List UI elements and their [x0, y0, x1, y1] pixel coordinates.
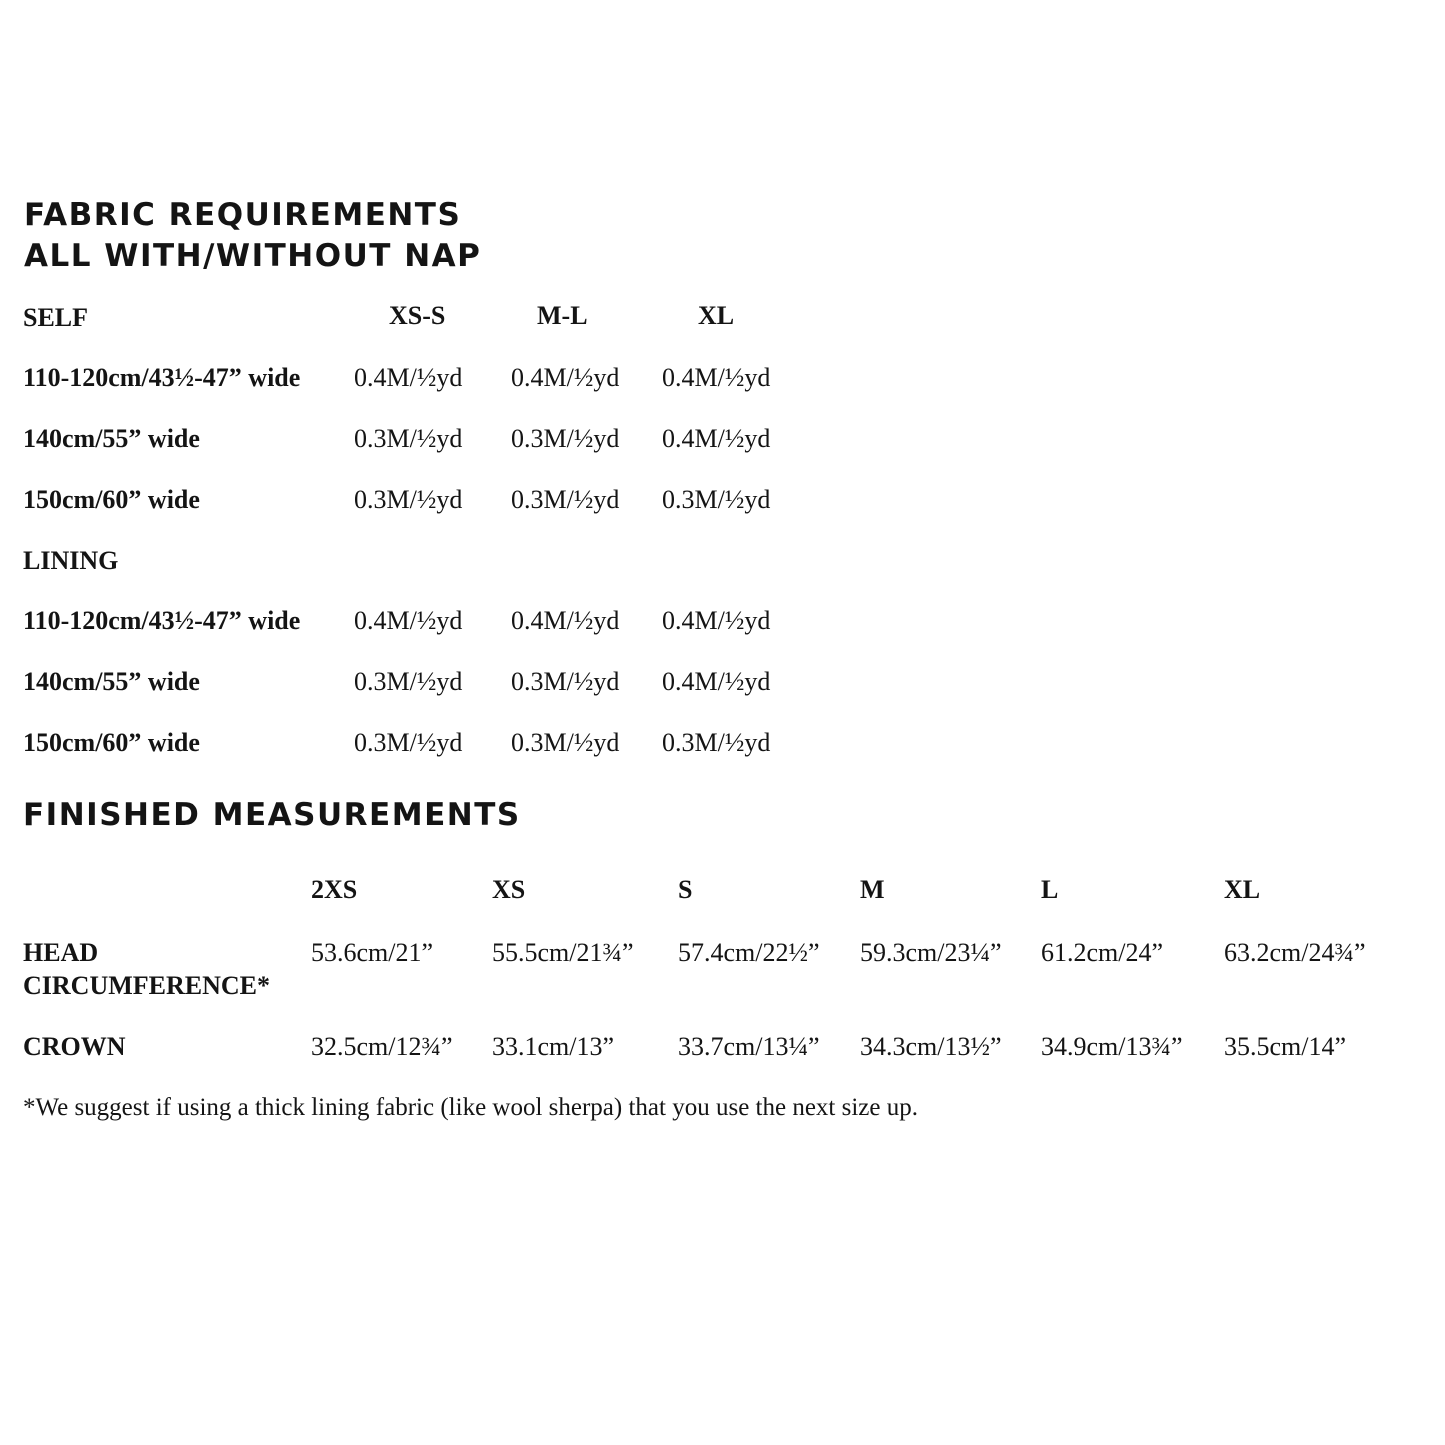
head-circumference-value: 55.5cm/21¾”	[492, 938, 634, 967]
crown-value: 35.5cm/14”	[1224, 1032, 1347, 1061]
lining-row-label: 110-120cm/43½-47” wide	[23, 606, 301, 635]
head-circumference-label-line2: CIRCUMFERENCE*	[23, 971, 270, 1000]
head-circumference-label: HEAD	[23, 938, 99, 967]
measure-size-header-s: S	[678, 875, 693, 904]
measure-size-header-2xs: 2XS	[311, 875, 358, 904]
self-row-value: 0.3M/½yd	[354, 485, 463, 514]
crown-value: 33.7cm/13¼”	[678, 1032, 820, 1061]
fabric-size-header-m-l: M-L	[537, 301, 588, 330]
measure-size-header-xl: XL	[1224, 875, 1261, 904]
finished-measurements-title: FINISHED MEASUREMENTS	[23, 797, 521, 833]
head-circumference-value: 61.2cm/24”	[1041, 938, 1164, 967]
self-row-value: 0.3M/½yd	[511, 424, 620, 453]
lining-row-label: 140cm/55” wide	[23, 667, 200, 696]
lining-row-value: 0.4M/½yd	[511, 606, 620, 635]
self-row-value: 0.4M/½yd	[662, 424, 771, 453]
lining-row-label: 150cm/60” wide	[23, 728, 200, 757]
crown-label: CROWN	[23, 1032, 126, 1061]
self-row-label: 140cm/55” wide	[23, 424, 200, 453]
lining-row-value: 0.3M/½yd	[511, 667, 620, 696]
measure-size-header-m: M	[860, 875, 885, 904]
fabric-size-header-xl: XL	[698, 301, 735, 330]
lining-row-value: 0.4M/½yd	[662, 667, 771, 696]
measure-size-header-l: L	[1041, 875, 1059, 904]
crown-value: 32.5cm/12¾”	[311, 1032, 453, 1061]
self-row-value: 0.4M/½yd	[354, 363, 463, 392]
lining-row-value: 0.3M/½yd	[354, 667, 463, 696]
head-circumference-value: 53.6cm/21”	[311, 938, 434, 967]
lining-row-value: 0.3M/½yd	[511, 728, 620, 757]
self-row-value: 0.4M/½yd	[662, 363, 771, 392]
head-circumference-value: 59.3cm/23¼”	[860, 938, 1002, 967]
self-section-label: SELF	[23, 303, 89, 332]
crown-value: 33.1cm/13”	[492, 1032, 615, 1061]
crown-value: 34.9cm/13¾”	[1041, 1032, 1183, 1061]
fabric-requirements-subtitle: ALL WITH/WITHOUT NAP	[24, 238, 482, 274]
lining-row-value: 0.4M/½yd	[354, 606, 463, 635]
lining-row-value: 0.3M/½yd	[662, 728, 771, 757]
self-row-label: 110-120cm/43½-47” wide	[23, 363, 301, 392]
self-row-value: 0.4M/½yd	[511, 363, 620, 392]
self-row-value: 0.3M/½yd	[511, 485, 620, 514]
self-row-label: 150cm/60” wide	[23, 485, 200, 514]
measure-size-header-xs: XS	[492, 875, 526, 904]
lining-section-label: LINING	[23, 546, 119, 575]
sizing-footnote: *We suggest if using a thick lining fabric (like wool sherpa) that you use the next size up.	[23, 1094, 918, 1121]
lining-row-value: 0.4M/½yd	[662, 606, 771, 635]
head-circumference-value: 57.4cm/22½”	[678, 938, 820, 967]
self-row-value: 0.3M/½yd	[354, 424, 463, 453]
fabric-requirements-title: FABRIC REQUIREMENTS	[24, 197, 462, 233]
fabric-size-header-xs-s: XS-S	[389, 301, 446, 330]
head-circumference-value: 63.2cm/24¾”	[1224, 938, 1366, 967]
self-row-value: 0.3M/½yd	[662, 485, 771, 514]
lining-row-value: 0.3M/½yd	[354, 728, 463, 757]
crown-value: 34.3cm/13½”	[860, 1032, 1002, 1061]
